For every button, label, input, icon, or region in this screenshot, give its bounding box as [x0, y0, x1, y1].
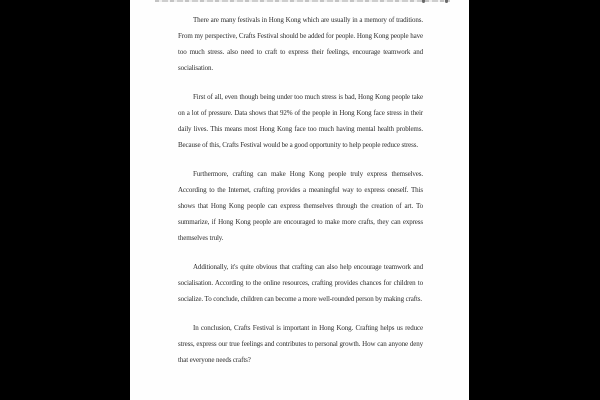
essay-paragraph-expression: Furthermore, crafting can make Hong Kong people truly express themselves. According to the Internet, crafting provides a meaningful way to express oneself. This shows that Hong Kong people can express themselves through the creation of art. To summarize, if Hong Kong people are encouraged to make more crafts, they can express themselves truly. [178, 170, 423, 242]
document-page [130, 0, 469, 400]
essay-paragraph-conclusion: In conclusion, Crafts Festival is important in Hong Kong. Crafting helps us reduce stress, express our true feelings and contributes to personal growth. How can anyone deny that everyone needs crafts? [178, 324, 423, 364]
essay-paragraph-teamwork: Additionally, it's quite obvious that crafting can also help encourage teamwork and socialisation. According to the online resources, crafting provides chances for children to socialize. To conclude, children can become a more well-rounded person by making crafts. [178, 263, 423, 303]
essay-paragraph-stress: First of all, even though being under too much stress is bad, Hong Kong people take on a lot of pressure. Data shows that 92% of the people in Hong Kong face stress in their daily lives. This means most Hong Kong face too much having mental health problems. Because of this, Crafts Festival would be a good opportunity to help people reduce stress. [178, 93, 423, 149]
essay-paragraph-intro: There are many festivals in Hong Kong which are usually in a memory of traditions. From my perspective, Crafts Festival should be added for people. Hong Kong people have too much stress. also need to craft to express their feelings, encourage teamwork and socialisation. [178, 16, 423, 72]
essay-body [130, 0, 469, 368]
